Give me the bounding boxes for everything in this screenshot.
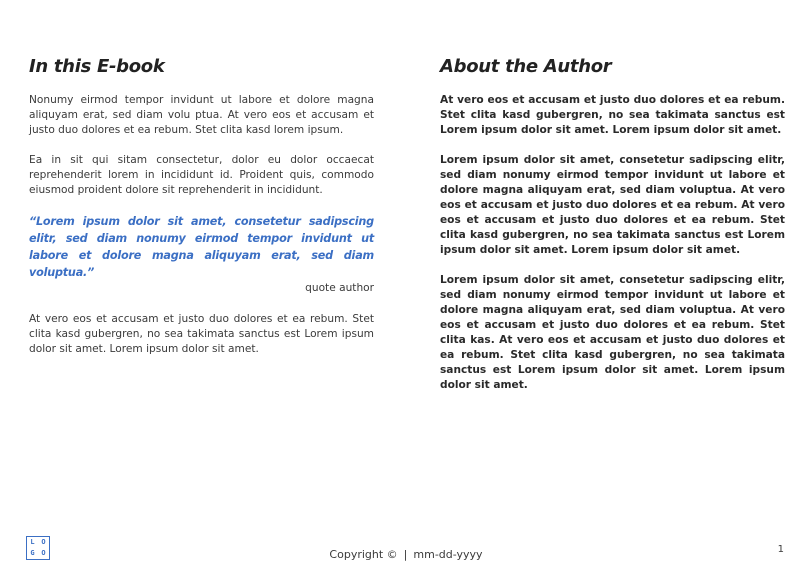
- ebook-section-title: In this E-book: [29, 56, 165, 77]
- left-column: [29, 55, 374, 372]
- page-number: 1: [777, 544, 784, 555]
- logo-letter: O: [41, 549, 46, 557]
- right-column: [440, 55, 785, 408]
- footer: [0, 548, 812, 561]
- logo-letter: O: [41, 538, 46, 546]
- closing-paragraph: At vero eos et accusam et justo duo dolores et ea rebum. Stet clita kasd gubergren, no sea takimata sanctus est Lorem ipsum dolor sit amet. Lorem ipsum dolor sit amet.: [29, 313, 374, 355]
- footer-date: mm-dd-yyyy: [413, 548, 483, 561]
- author-paragraph-1: At vero eos et accusam et justo duo dolores et ea rebum. Stet clita kasd gubergren, no sea takimata sanctus est Lorem ipsum dolor sit amet. Lorem ipsum dolor sit amet.: [440, 94, 785, 136]
- author-paragraph-3: Lorem ipsum dolor sit amet, consetetur sadipscing elitr, sed diam nonumy eirmod tempor invidunt ut labore et dolore magna aliquyam erat, sed diam voluptua. At vero eos et accusam et justo duo dolores et ea rebum. Stet clita kas. At vero eos et accusam et justo duo dolores et ea rebum. Stet clita kasd gubergren, no sea takimata sanctus est Lorem ipsum dolor sit amet. Lorem ipsum dolor sit amet.: [440, 274, 785, 391]
- pull-quote: “Lorem ipsum dolor sit amet, consetetur sadipscing elitr, sed diam nonumy eirmod tempor invidunt ut labore et dolore magna aliquyam erat, sed diam voluptua.”: [29, 215, 374, 279]
- intro-paragraph-2: Ea in sit qui sitam consectetur, dolor eu dolor occaecat reprehenderit lorem in incididunt id. Proident quis, commodo eiusmod proident dolore sit reprehenderit in incididunt.: [29, 154, 374, 196]
- author-section-title: About the Author: [440, 56, 612, 77]
- logo-letter: G: [30, 549, 35, 557]
- footer-separator: |: [403, 548, 408, 561]
- intro-paragraph-1: Nonumy eirmod tempor invidunt ut labore et dolore magna aliquyam erat, sed diam volu ptua. At vero eos et accusam et justo duo dolores et ea rebum. Stet clita kasd lorem ipsum.: [29, 94, 374, 136]
- quote-author: quote author: [305, 282, 374, 294]
- logo-letter: L: [30, 538, 35, 546]
- author-paragraph-2: Lorem ipsum dolor sit amet, consetetur sadipscing elitr, sed diam nonumy eirmod tempor invidunt ut labore et dolore magna aliquyam erat, sed diam voluptua. At vero eos et accusam et justo duo dolores et ea rebum. At vero eos et accusam et justo duo dolores et ea rebum. Stet clita kasd gubergren, no sea takimata sanctus est Lorem ipsum dolor sit amet. Lorem ipsum dolor sit amet.: [440, 154, 785, 256]
- copyright-text: Copyright ©: [329, 548, 398, 561]
